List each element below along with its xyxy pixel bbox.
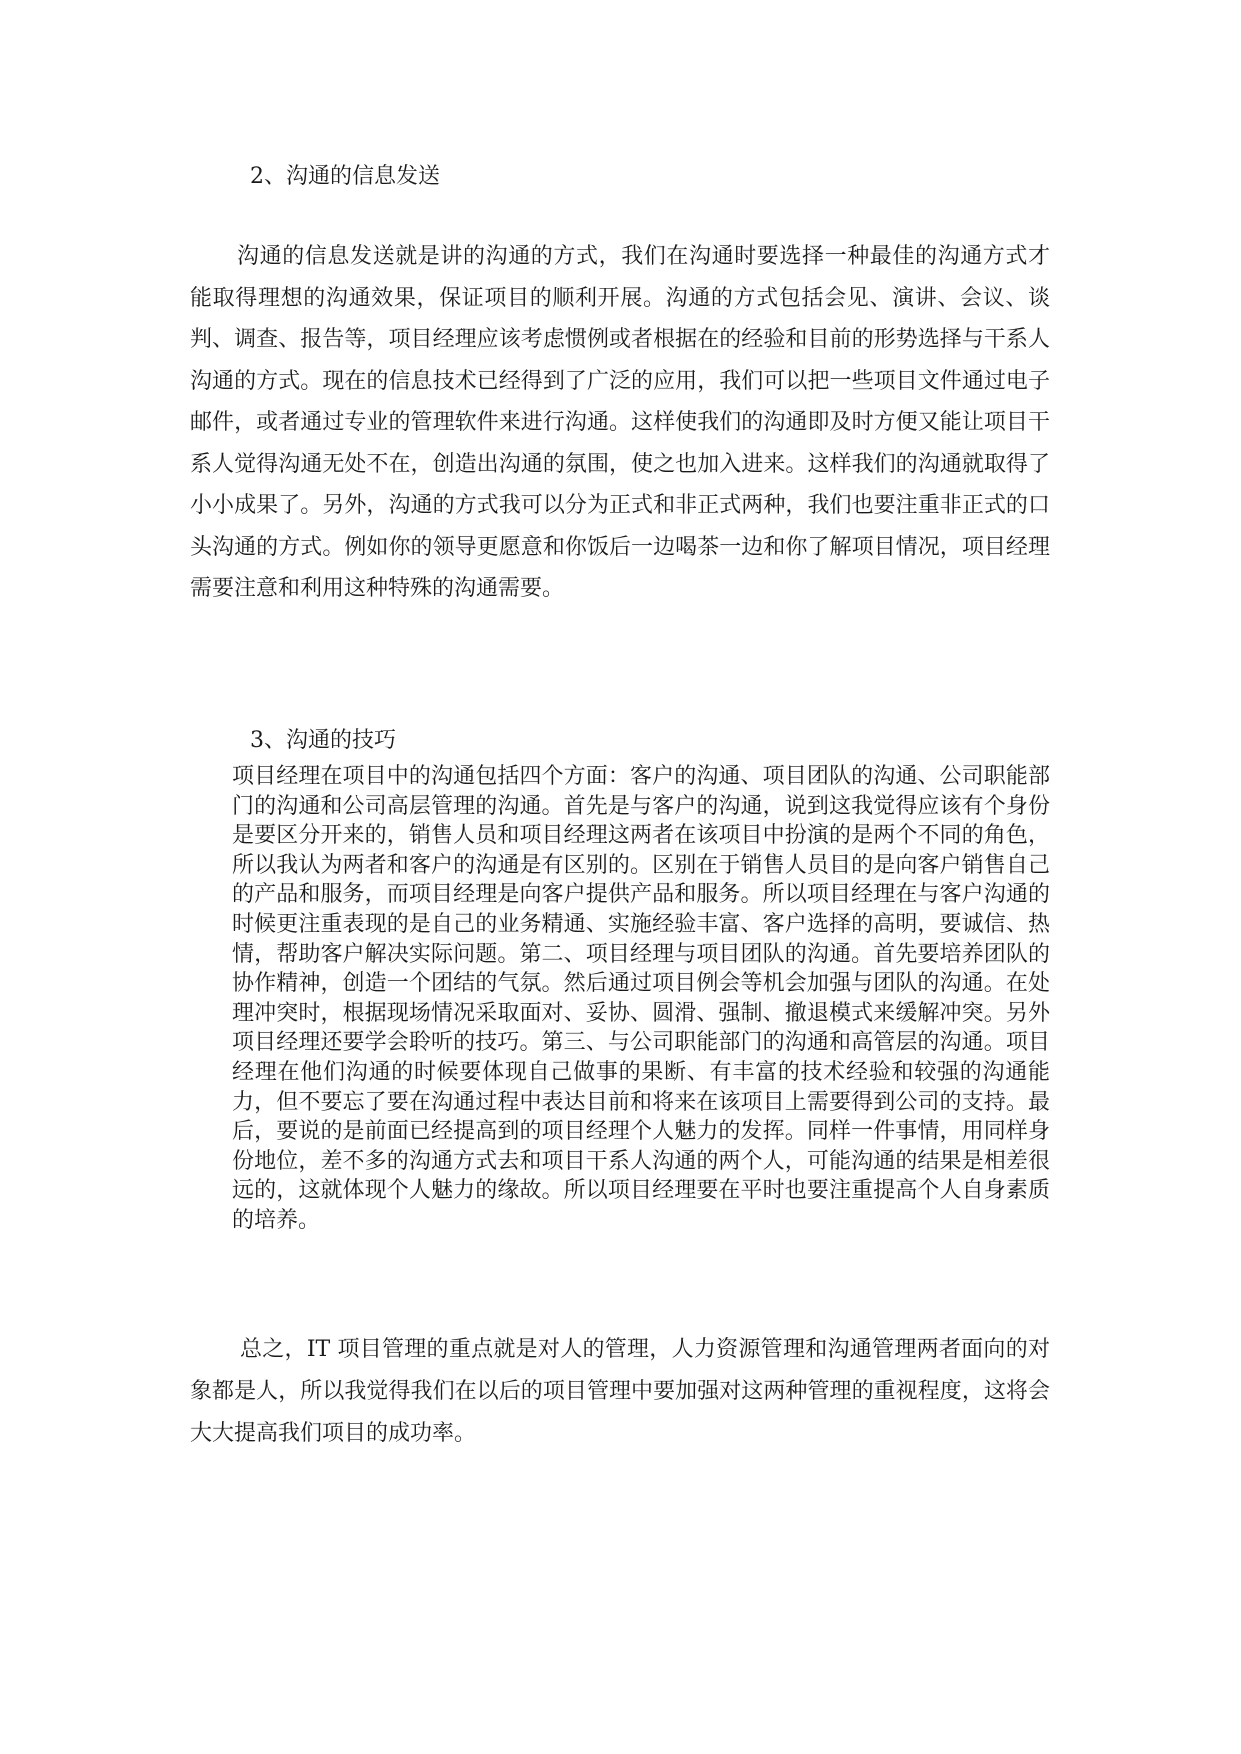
section-2-heading: 2、沟通的信息发送 [250,164,440,189]
conclusion-paragraph: 总之，IT 项目管理的重点就是对人的管理，人力资源管理和沟通管理两者面向的对象都是人，所以我觉得我们在以后的项目管理中要加强对这两种管理的重视程度，这将会大大提高我们项目的成功率。 [190,1337,1050,1446]
section-3-heading: 3、沟通的技巧 [250,728,396,753]
section-2-paragraph: 沟通的信息发送就是讲的沟通的方式，我们在沟通时要选择一种最佳的沟通方式才能取得理想的沟通效果，保证项目的顺利开展。沟通的方式包括会见、演讲、会议、谈判、调查、报告等，项目经理应该考虑惯例或者根据在的经验和目前的形势选择与干系人沟通的方式。现在的信息技术已经得到了广泛的应用，我们可以把一些项目文件通过电子邮件，或者通过专业的管理软件来进行沟通。这样使我们的沟通即及时方便又能让项目干系人觉得沟通无处不在，创造出沟通的氛围，使之也加入进来。这样我们的沟通就取得了小小成果了。另外，沟通的方式我可以分为正式和非正式两种，我们也要注重非正式的口头沟通的方式。例如你的领导更愿意和你饭后一边喝茶一边和你了解项目情况，项目经理需要注意和利用这种特殊的沟通需要。 [190,244,1050,601]
section-3-paragraph: 项目经理在项目中的沟通包括四个方面：客户的沟通、项目团队的沟通、公司职能部门的沟通和公司高层管理的沟通。首先是与客户的沟通，说到这我觉得应该有个身份是要区分开来的，销售人员和项目经理这两者在该项目中扮演的是两个不同的角色，所以我认为两者和客户的沟通是有区别的。区别在于销售人员目的是向客户销售自己的产品和服务，而项目经理是向客户提供产品和服务。所以项目经理在与客户沟通的时候更注重表现的是自己的业务精通、实施经验丰富、客户选择的高明，要诚信、热情，帮助客户解决实际问题。第二、项目经理与项目团队的沟通。首先要培养团队的协作精神，创造一个团结的气氛。然后通过项目例会等机会加强与团队的沟通。在处理冲突时，根据现场情况采取面对、妥协、圆滑、强制、撤退模式来缓解冲突。另外项目经理还要学会聆听的技巧。第三、与公司职能部门的沟通和高管层的沟通。项目经理在他们沟通的时候要体现自己做事的果断、有丰富的技术经验和较强的沟通能力，但不要忘了要在沟通过程中表达目前和将来在该项目上需要得到公司的支持。最后，要说的是前面已经提高到的项目经理个人魅力的发挥。同样一件事情，用同样身份地位，差不多的沟通方式去和项目干系人沟通的两个人，可能沟通的结果是相差很远的，这就体现个人魅力的缘故。所以项目经理要在平时也要注重提高个人自身素质的培养。 [232,764,1050,1233]
